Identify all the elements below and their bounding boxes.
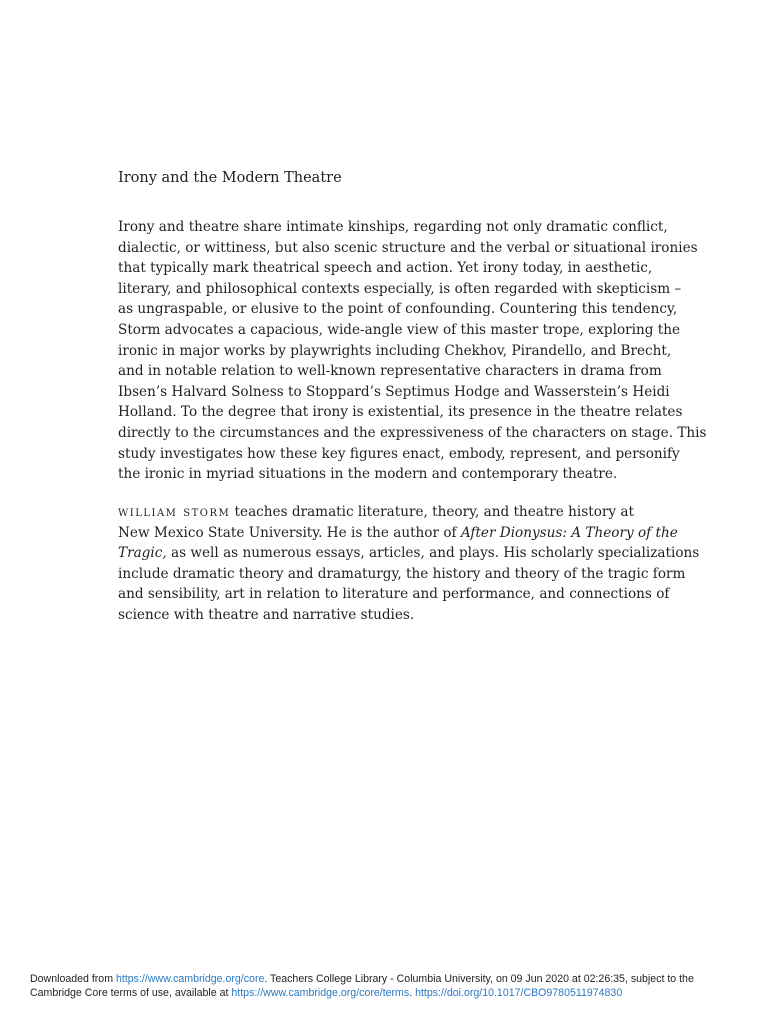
blurb-line: ironic in major works by playwrights including Chekhov, Pirandello, and Brecht,: [118, 342, 672, 359]
footer-text: Downloaded from: [30, 973, 116, 985]
footer-line-1: [30, 973, 694, 987]
bio-line: [118, 502, 658, 523]
book-title-italic: Tragic,: [118, 545, 167, 562]
bio-text: teaches dramatic literature, theory, and theatre history at: [230, 504, 634, 520]
cambridge-core-link[interactable]: https://www.cambridge.org/core: [115, 973, 265, 985]
bio-line: [118, 543, 700, 564]
page-title: Irony and the Modern Theatre: [118, 170, 342, 186]
blurb-line: literary, and philosophical contexts especially, is often regarded with skepticism –: [118, 280, 682, 297]
blurb-line: Holland. To the degree that irony is existential, its presence in the theatre relates: [118, 404, 683, 421]
blurb-line: and in notable relation to well-known representative characters in drama from: [118, 363, 662, 380]
blurb-line: dialectic, or wittiness, but also scenic structure and the verbal or situational ironies: [118, 239, 698, 256]
book-blurb: [118, 217, 707, 485]
terms-link[interactable]: https://www.cambridge.org/core/terms: [231, 986, 410, 999]
blurb-line: Ibsen’s Halvard Solness to Stoppard’s Septimus Hodge and Wasserstein’s Heidi: [118, 383, 670, 400]
author-bio: [118, 502, 700, 626]
bio-line: [118, 523, 678, 544]
footer-text: .: [409, 986, 416, 999]
book-title-italic: After Dionysus: A Theory of the: [460, 524, 678, 541]
blurb-line: directly to the circumstances and the expressiveness of the characters on stage. This: [118, 424, 707, 441]
footer-text: Cambridge Core terms of use, available at: [30, 986, 232, 999]
author-name: william storm: [118, 504, 231, 520]
bio-text: New Mexico State University. He is the author of: [118, 524, 461, 541]
blurb-line: Irony and theatre share intimate kinships, regarding not only dramatic conflict,: [118, 219, 668, 235]
bio-line: science with theatre and narrative studies.: [118, 606, 415, 623]
bio-line: and sensibility, art in relation to literature and performance, and connections of: [118, 586, 670, 603]
blurb-line: Storm advocates a capacious, wide-angle view of this master trope, exploring the: [118, 321, 681, 338]
download-footer: [30, 973, 694, 1000]
blurb-line: the ironic in myriad situations in the modern and contemporary theatre.: [118, 466, 618, 483]
footer-text: . Teachers College Library - Columbia University, on 09 Jun 2020 at 02:26:35, subject to the: [264, 973, 694, 985]
blurb-line: study investigates how these key figures enact, embody, represent, and personify: [118, 445, 680, 462]
footer-line-2: [30, 987, 694, 1001]
bio-text: as well as numerous essays, articles, and plays. His scholarly specializations: [166, 545, 700, 562]
bio-line: include dramatic theory and dramaturgy, the history and theory of the tragic form: [118, 565, 686, 582]
blurb-line: as ungraspable, or elusive to the point of confounding. Countering this tendency,: [118, 301, 678, 318]
blurb-line: that typically mark theatrical speech and action. Yet irony today, in aesthetic,: [118, 260, 653, 277]
doi-link[interactable]: https://doi.org/10.1017/CBO9780511974830: [415, 986, 623, 999]
